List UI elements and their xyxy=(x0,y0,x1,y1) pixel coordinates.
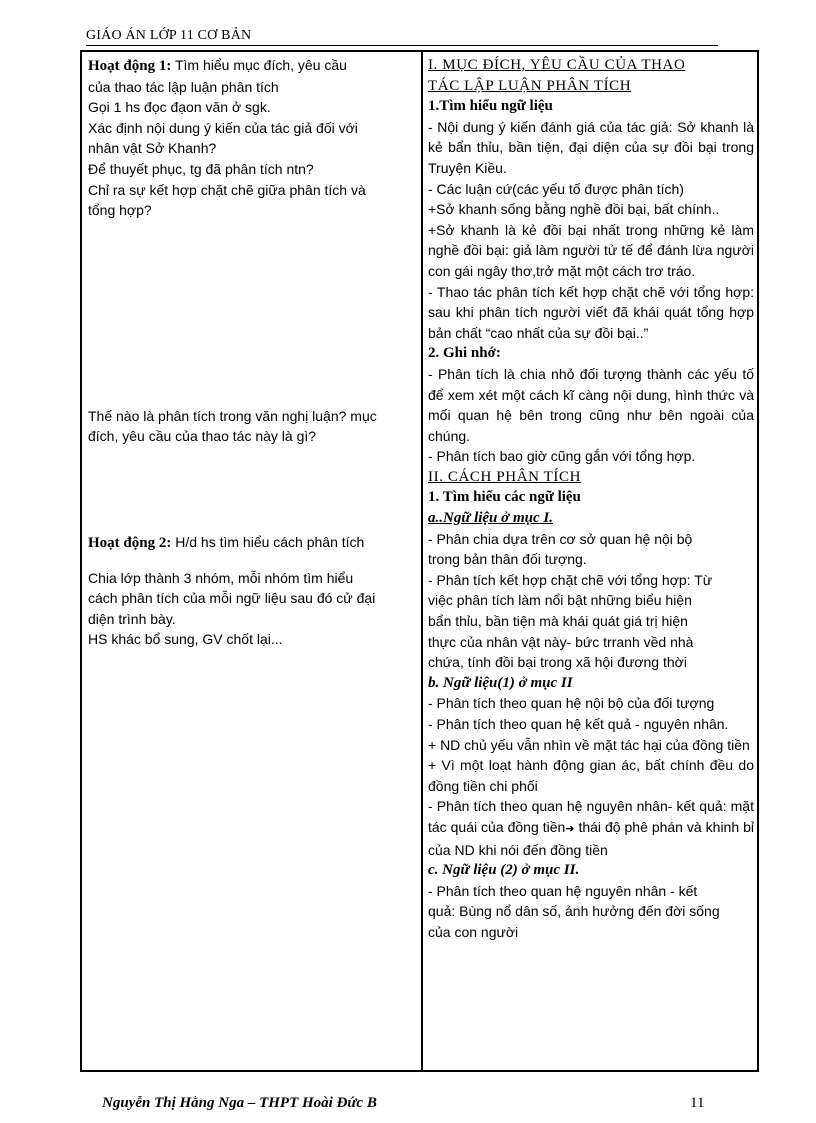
text-line: quả: Bùng nổ dân số, ảnh hưởng đến đời sống xyxy=(428,903,720,920)
text-line: - Phân tích theo quan hệ nguyên nhân - kết xyxy=(428,882,698,899)
paragraph: - Thao tác phân tích kết hợp chặt chẽ với tổng hợp: sau khi phân tích người viết đã khái quát tổng hợp bản chất “cao nhất của sự đồi bại..” xyxy=(428,283,754,341)
text-line: tổng hợp? xyxy=(88,202,152,219)
subheading-b: b. Ngữ liệu(1) ở mục II xyxy=(428,674,573,691)
text-line: đích, yêu cầu của thao tác này là gì? xyxy=(88,428,317,445)
text-line: - Phân tích kết hợp chặt chẽ với tổng hợp: Từ xyxy=(428,571,713,588)
paragraph: - Phân tích là chia nhỏ đối tượng thành các yếu tố để xem xét một cách kĩ càng nội dung, hình thức và mối quan hệ bên trong cũng như bên ngoài của chúng. xyxy=(428,365,754,444)
text-line: Xác định nội dung ý kiến của tác giả đối với xyxy=(88,119,358,136)
text-line: HS khác bổ sung, GV chốt lại... xyxy=(88,631,283,648)
paragraph: + ND chủ yếu vẫn nhìn về mặt tác hại của đồng tiền xyxy=(428,736,750,753)
text-line: Gọi 1 hs đọc đạon văn ở sgk. xyxy=(88,99,271,116)
page-number: 11 xyxy=(690,1095,705,1111)
activity-1-label: Hoạt động 1: xyxy=(88,58,172,74)
paragraph: - Phân tích theo quan hệ kết quả - nguyên nhân. xyxy=(428,716,729,732)
subheading: 2. Ghi nhớ: xyxy=(428,345,501,362)
activity-1-line: Hoạt động 1: Tìm hiểu mục đích, yêu cầu xyxy=(88,57,347,74)
paragraph: +Sở khanh là kẻ đồi bại nhất trong những kẻ làm nghề đồi bại: giả làm người tử tế để đánh lừa người con gái ngây thơ,trở mặt một cách trơ tráo. xyxy=(428,221,754,279)
paragraph: - Nội dung ý kiến đánh giá của tác giả: Sở khanh là kẻ bẩn thỉu, bần tiện, đại diện của sự đồi bại trong Truyện Kiều. xyxy=(428,118,754,176)
arrow-icon: ➜ xyxy=(565,821,575,835)
text-line: nhân vật Sở Khanh? xyxy=(88,140,217,157)
column-divider xyxy=(421,52,423,1070)
subheading-c: c. Ngữ liệu (2) ở mục II. xyxy=(428,862,580,879)
text-line: cách phân tích của mỗi ngữ liệu sau đó cử đại xyxy=(88,590,376,607)
paragraph: - Các luận cứ(các yếu tố được phân tích) xyxy=(428,180,684,197)
text-line: bẩn thỉu, bần tiện mà khái quát giá trị hiện xyxy=(428,613,688,630)
paragraph: +Sở khanh sống bằng nghề đồi bại, bất chính.. xyxy=(428,201,720,218)
text-line: của thao tác lập luận phân tích xyxy=(88,78,279,95)
subheading: 1. Tìm hiểu các ngữ liệu xyxy=(428,489,581,506)
subheading: 1.Tìm hiểu ngữ liệu xyxy=(428,98,553,115)
paragraph: - Phân tích theo quan hệ nội bộ của đối tượng xyxy=(428,695,715,712)
text-line: Chỉ ra sự kết hợp chặt chẽ giữa phân tích và xyxy=(88,181,366,198)
text-line: diện trình bày. xyxy=(88,610,176,627)
activity-2-label: Hoạt động 2: xyxy=(88,534,172,551)
text-line: thực của nhân vật này- bức trranh vềd nhà xyxy=(428,633,694,650)
text-line: chứa, tính đồi bại trong xã hội đương thời xyxy=(428,654,687,671)
footer-author: Nguyễn Thị Hằng Nga – THPT Hoài Đức B xyxy=(102,1095,377,1111)
text-line: Để thuyết phục, tg đã phân tích ntn? xyxy=(88,160,314,177)
section-1-heading-cont: TÁC LẬP LUẬN PHÂN TÍCH xyxy=(428,77,632,94)
paragraph: - Phân tích bao giờ cũng gắn với tổng hợp. xyxy=(428,448,696,465)
section-1-heading: I. MỤC ĐÍCH, YÊU CẦU CỦA THAO xyxy=(428,57,686,73)
text-line: việc phân tích làm nổi bật những biểu hiện xyxy=(428,592,692,609)
teacher-activities-column xyxy=(88,55,414,650)
paragraph: + Vì một loạt hành động gian ác, bất chính đều do đồng tiền chi phối xyxy=(428,757,754,794)
text-line: trong bản thân đối tượng. xyxy=(428,551,587,568)
content-column xyxy=(428,55,754,943)
section-2-heading: II. CÁCH PHÂN TÍCH xyxy=(428,468,582,485)
text-line: Thế nào là phân tích trong văn nghị luận? mục xyxy=(88,407,377,424)
text-line: - Phân chia dựa trên cơ sở quan hệ nội bộ xyxy=(428,530,693,547)
lesson-table xyxy=(80,50,759,1072)
text-line: Chia lớp thành 3 nhóm, mỗi nhóm tìm hiểu xyxy=(88,569,354,586)
paragraph: - Phân tích theo quan hệ nguyên nhân- kết quả: mặt tác quái của đồng tiền➜ thái độ phê phán và khinh bỉ của ND khi nói đến đồng tiền xyxy=(428,798,754,858)
text-line: của con người xyxy=(428,923,519,940)
activity-2-line: Hoạt động 2: H/d hs tìm hiểu cách phân tích xyxy=(88,533,365,551)
subheading-a: a..Ngữ liệu ở mục I. xyxy=(428,510,553,527)
page-header: GIÁO ÁN LỚP 11 CƠ BẢN xyxy=(86,28,718,46)
